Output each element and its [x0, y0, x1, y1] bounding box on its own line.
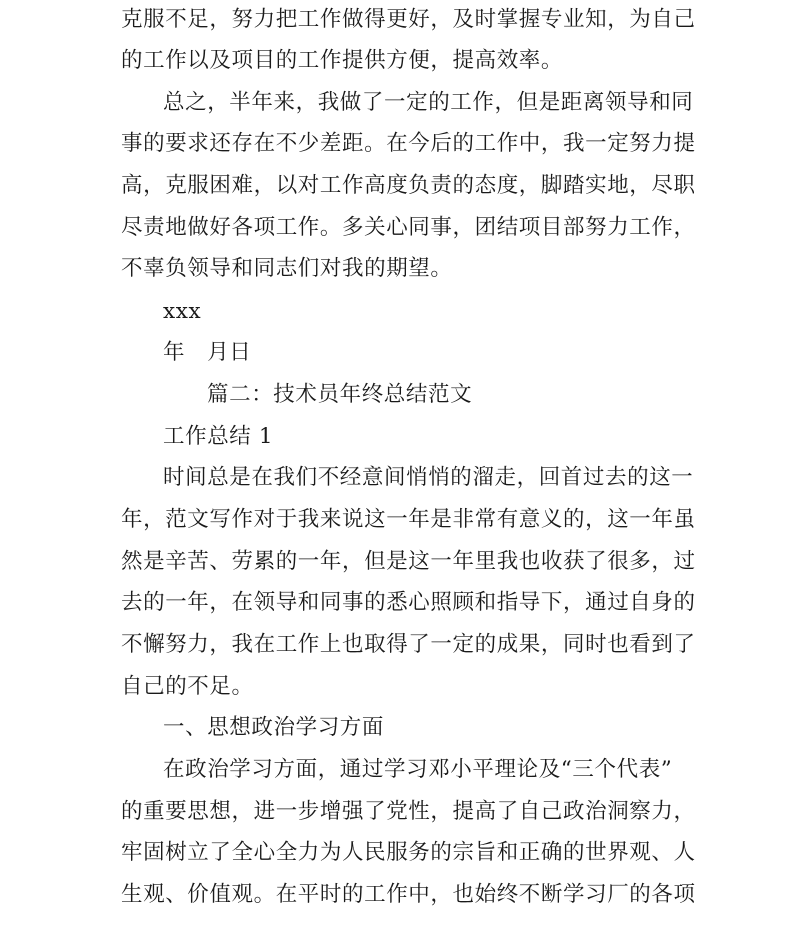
paragraph-line: 高，克服困难，以对工作高度负责的态度，脚踏实地，尽职 [121, 173, 696, 198]
subsection-title: 工作总结 1 [163, 424, 274, 449]
paragraph-line: 不辜负领导和同志们对我的期望。 [121, 256, 453, 281]
paragraph-line: 的工作以及项目的工作提供方便，提高效率。 [121, 48, 564, 73]
paragraph-line: 去的一年，在领导和同事的悉心照顾和指导下，通过自身的 [121, 590, 696, 615]
paragraph-line: 的重要思想，进一步增强了党性，提高了自己政治洞察力， [121, 799, 696, 824]
section-title: 篇二：技术员年终总结范文 [207, 382, 473, 407]
paragraph-line: 时间总是在我们不经意间悄悄的溜走，回首过去的这一 [163, 465, 694, 490]
paragraph-line: 尽责地做好各项工作。多关心同事，团结项目部努力工作， [121, 215, 696, 240]
paragraph-line: 自己的不足。 [121, 674, 254, 699]
paragraph-line: 牢固树立了全心全力为人民服务的宗旨和正确的世界观、人 [121, 840, 696, 865]
paragraph-line: 在政治学习方面，通过学习邓小平理论及“三个代表” [163, 757, 673, 782]
paragraph-line: 总之，半年来，我做了一定的工作，但是距离领导和同 [163, 90, 694, 115]
signature-name: xxx [163, 299, 202, 324]
paragraph-line: 事的要求还存在不少差距。在今后的工作中，我一定努力提 [121, 131, 696, 156]
signature-date: 年 月日 [163, 340, 252, 365]
paragraph-line: 不懈努力，我在工作上也取得了一定的成果，同时也看到了 [121, 632, 696, 657]
paragraph-line: 然是辛苦、劳累的一年，但是这一年里我也收获了很多，过 [121, 549, 696, 574]
paragraph-line: 生观、价值观。在平时的工作中，也始终不断学习厂的各项 [121, 882, 696, 907]
paragraph-line: 年，范文写作对于我来说这一年是非常有意义的，这一年虽 [121, 507, 696, 532]
subsection-heading: 一、思想政治学习方面 [163, 715, 385, 740]
paragraph-line: 克服不足，努力把工作做得更好，及时掌握专业知，为自己 [121, 7, 696, 32]
